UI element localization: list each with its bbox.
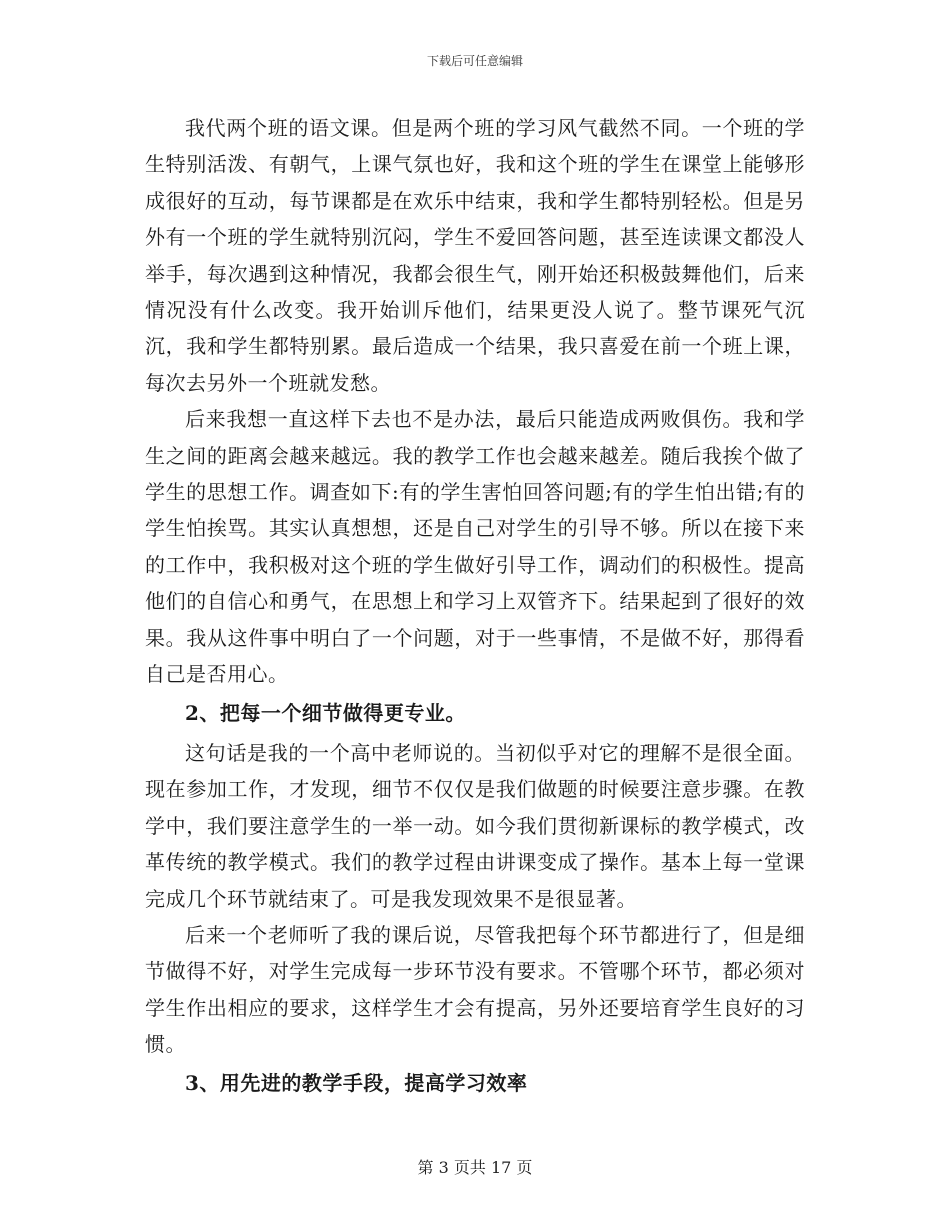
paragraph-2: 后来我想一直这样下去也不是办法，最后只能造成两败俱伤。我和学生之间的距离会越来越远。我的教学工作也会越来越差。随后我挨个做了学生的思想工作。调查如下:有的学生害怕回答问题;有的学生怕出错;有的学生怕挨骂。其实认真想想，还是自己对学生的引导不够。所以在接下来的工作中，我积极对这个班的学生做好引导工作，调动们的积极性。提高他们的自信心和勇气，在思想上和学习上双管齐下。结果起到了很好的效果。我从这件事中明白了一个问题，对于一些事情，不是做不好，那得看自己是否用心。 — [145, 407, 805, 687]
section-heading-2: 2、把每一个细节做得更专业。 — [185, 700, 466, 725]
document-body — [145, 110, 805, 1105]
page-header: 下载后可任意编辑 — [426, 54, 523, 68]
paragraph-3: 这句话是我的一个高中老师说的。当初似乎对它的理解不是很全面。现在参加工作，才发现，细节不仅仅是我们做题的时候要注意步骤。在教学中，我们要注意学生的一举一动。如今我们贯彻新课标的教学模式，改革传统的教学模式。我们的教学过程由讲课变成了操作。基本上每一堂课完成几个环节就结束了。可是我发现效果不是很显著。 — [145, 740, 805, 911]
page-number: 第 3 页共 17 页 — [417, 1158, 533, 1177]
paragraph-4: 后来一个老师听了我的课后说，尽管我把每个环节都进行了，但是细节做得不好，对学生完成每一步环节没有要求。不管哪个环节，都必须对学生作出相应的要求，这样学生才会有提高，另外还要培育学生良好的习惯。 — [145, 922, 805, 1057]
paragraph-1: 我代两个班的语文课。但是两个班的学习风气截然不同。一个班的学生特别活泼、有朝气，上课气氛也好，我和这个班的学生在课堂上能够形成很好的互动，每节课都是在欢乐中结束，我和学生都特别轻松。但是另外有一个班的学生就特别沉闷，学生不爱回答问题，甚至连读课文都没人举手，每次遇到这种情况，我都会很生气，刚开始还积极鼓舞他们，后来情况没有什么改变。我开始训斥他们，结果更没人说了。整节课死气沉沉，我和学生都特别累。最后造成一个结果，我只喜爱在前一个班上课，每次去另外一个班就发愁。 — [145, 116, 805, 395]
section-heading-3: 3、用先进的教学手段，提高学习效率 — [185, 1070, 528, 1095]
